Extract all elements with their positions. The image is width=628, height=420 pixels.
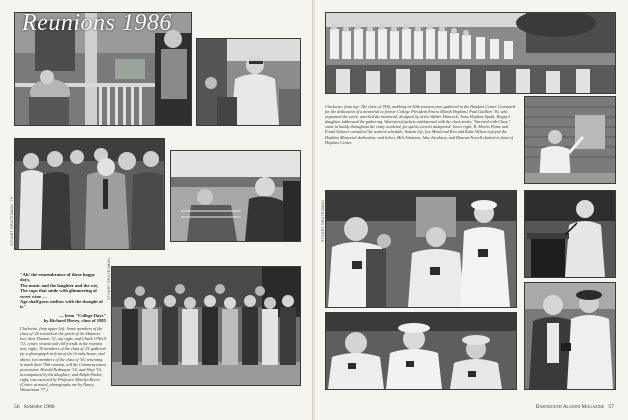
folio-left <box>14 404 55 410</box>
photo-speaker <box>524 190 616 278</box>
right-caption: Clockwise, from top: The class of 1936, marking its 50th reunion year, gathered in the Hopkins Center Courtyard for the dedication of a memorial to former College President Ernest Martin Hopkins; Paul Guilbert '36, who organized the event, unveiled the memorial, designed by artist Walker Hancock; Anne Hopkins Spath, Hoppy's daughter, addressed the gathering. Waterproof jackets emblazoned with the class motto, "Survival with Class," came in handy throughout the rainy weekend, yet spirits weren't dampened: lower right, R. Morris Paine and Frank Scharer consulted the reunion schedule; bottom left, Lee Mead and Ken and Katie Wilson enjoyed the Hopkins Memorial dedication; and below, Milt Johnston, Jake Jacobson, and Duncan Newell chatted in front of Hopkins Center. <box>325 104 515 145</box>
quote-line-2: The music and the laughter and the wit, <box>20 282 99 288</box>
photo-class-21 <box>111 266 301 386</box>
left-caption: Clockwise, from upper left: Some members of the class of '26 relaxed on the porch of the Hanover Inn; Stett Thomas '31, top right, and Chuck O'Neill '31, center, visited with old friends in the reunion tent, right; 16 members of the class of '21 gathered for a photograph in front of the Crosby house, and above, two members of the class of '16, returning to mark their 70th reunion, toll the Commencement procession: Harold Redmayne '16, and Shep '16, accompanied by his daughter; and Ralph Parker, right, was escorted by Professor Marilyn Reeve. (Center at noted, photographs are by Nancy Wasserman '77.) <box>20 326 106 393</box>
magazine-label: Dartmouth Alumni Magazine <box>535 404 605 410</box>
photo-two-men <box>524 282 616 390</box>
left-page <box>0 0 313 420</box>
photo-credit-2: STUART BRATESMAN <box>107 257 111 300</box>
photo-courtyard-crowd <box>325 12 616 94</box>
quote-line-3: The cups that smile with glimmering of sweet wine — <box>20 288 97 299</box>
photo-group-crowd <box>14 138 165 250</box>
right-page <box>315 0 628 420</box>
issue-label: Summer 1986 <box>23 404 55 410</box>
quote-author: by Richard Hovey, class of 1885 <box>43 318 106 324</box>
page-number-left: 56 <box>14 404 20 410</box>
photo-memorial <box>524 96 616 184</box>
folio-right <box>535 404 614 410</box>
quote-line-1: "Ah! the remembrance of these happy days, <box>20 272 96 283</box>
photo-lawn-chairs <box>170 150 301 242</box>
poem-quote <box>20 272 106 324</box>
photo-jackets <box>325 190 517 308</box>
quote-line-4: Age shall grow mellow with the thought of it." <box>20 299 103 310</box>
photo-hats <box>325 312 517 390</box>
page-number-right: 57 <box>608 404 614 410</box>
page-title: Reunions 1986 <box>22 10 172 36</box>
photo-tent-man <box>196 38 301 126</box>
quote-source: — from "College Days" <box>59 312 106 318</box>
photo-credit-1: STUART BRATESMAN '79 <box>10 196 14 246</box>
photo-credit-right: STUART BRATESMAN <box>321 199 325 242</box>
